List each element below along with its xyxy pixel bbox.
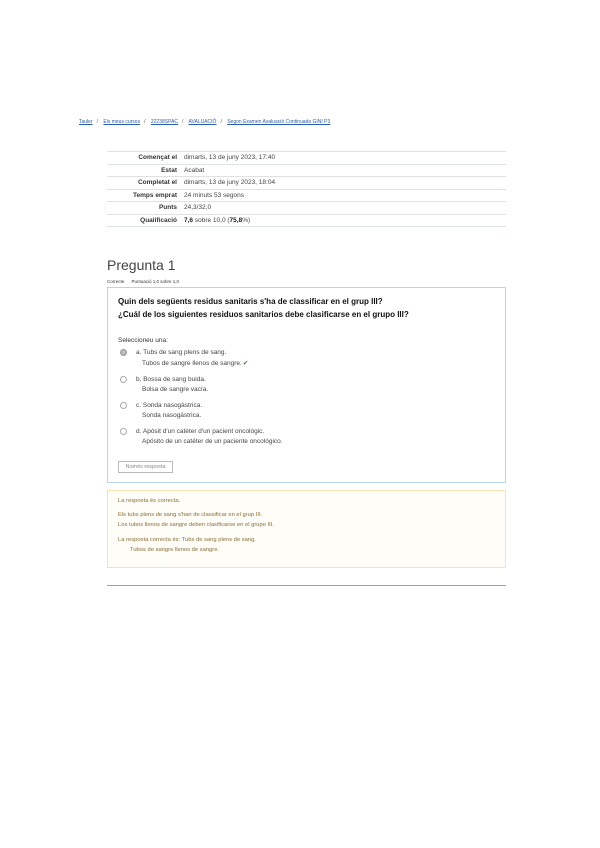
breadcrumb-link-section[interactable]: AVALUACIÓ xyxy=(188,119,217,125)
answer-text-es: Tubos de sangre llenos de sangre. xyxy=(142,360,242,367)
breadcrumb-link-quiz[interactable]: Segon Examen Avaluació Continuada GINI P3 xyxy=(227,119,331,125)
question-info xyxy=(107,279,185,284)
summary-row xyxy=(107,177,506,190)
summary-value: dimarts, 13 de juny 2023, 17:40 xyxy=(184,154,276,162)
question-text-ca: Quin dels següents residus sanitaris s'ha de classificar en el grup III? xyxy=(118,297,383,306)
grade-end: %) xyxy=(242,216,251,224)
breadcrumb-separator: / xyxy=(182,119,184,125)
question-text-es: ¿Cuál de los siguientes residuos sanitarios debe clasificarse en el grupo III? xyxy=(118,309,409,319)
question-text xyxy=(118,296,409,321)
answer-text-es: Apósito de un catéter de un paciente oncológico. xyxy=(142,438,283,445)
answer-option-d[interactable] xyxy=(118,428,498,448)
breadcrumb-link-course[interactable]: 22238SPAC xyxy=(150,119,179,125)
summary-label: Qualificació xyxy=(140,216,177,224)
check-button[interactable]: Només resposta xyxy=(118,461,173,473)
answer-option-b[interactable] xyxy=(118,376,498,396)
summary-row-grade xyxy=(107,214,506,227)
radio-button[interactable] xyxy=(120,428,127,435)
answer-text-ca: b. Bossa de sang buida. xyxy=(136,376,206,383)
question-box xyxy=(107,287,506,483)
summary-label: Completat el xyxy=(137,179,177,187)
summary-value: dimarts, 13 de juny 2023, 18:04 xyxy=(184,179,276,187)
summary-row xyxy=(107,164,506,177)
summary-label: Estat xyxy=(161,166,177,174)
summary-row xyxy=(107,189,506,202)
answer-text-es: Bolsa de sangre vacía. xyxy=(142,386,209,393)
answer-text-ca: c. Sonda nasogàstrica. xyxy=(136,402,203,409)
feedback-explanation-es: Los tubos llenos de sangre deben clasificarse en el grupo III. xyxy=(118,522,274,528)
grade-value xyxy=(181,214,506,227)
answer-text-ca: d. Apòsit d'un catèter d'un pacient oncològic. xyxy=(136,428,265,435)
feedback-right-answer-es: Tubos de sangre llenos de sangre. xyxy=(130,547,220,553)
radio-button[interactable] xyxy=(120,402,127,409)
question-title: Pregunta 1 xyxy=(107,257,176,273)
radio-button-checked[interactable] xyxy=(120,349,127,356)
answer-text-es: Sonda nasogástrica. xyxy=(142,412,202,419)
select-one-prompt: Seleccioneu una: xyxy=(118,337,168,344)
feedback-explanation-ca: Els tubs plens de sang s'han de classificar en el grup III. xyxy=(118,512,263,518)
breadcrumb-separator: / xyxy=(220,119,222,125)
summary-label: Temps emprat xyxy=(133,191,177,199)
grade-mid: sobre 10,0 ( xyxy=(193,216,230,224)
summary-label: Punts xyxy=(158,204,177,212)
radio-button[interactable] xyxy=(120,376,127,383)
question-status: Correcte xyxy=(107,279,125,284)
breadcrumb-link-dashboard[interactable]: Tauler xyxy=(79,119,93,125)
summary-value: Acabat xyxy=(184,166,205,174)
answer-text-es-row xyxy=(142,359,248,367)
summary-value: 24 minuts 53 segons xyxy=(184,191,244,199)
attempt-summary-table xyxy=(107,151,506,227)
breadcrumb-separator: / xyxy=(144,119,146,125)
summary-row xyxy=(107,152,506,165)
feedback-correct: La resposta és correcta. xyxy=(118,498,181,504)
question-points: Puntuació 1,0 sobre 1,0 xyxy=(131,279,180,284)
grade-percent: 75,8 xyxy=(229,216,243,224)
breadcrumb-separator: / xyxy=(96,119,99,125)
breadcrumb-link-my-courses[interactable]: Els meus cursos xyxy=(103,119,141,125)
summary-value: 24,3/32,0 xyxy=(184,204,212,212)
summary-label: Començat el xyxy=(138,154,177,162)
divider xyxy=(107,585,506,586)
check-icon: ✔ xyxy=(242,360,249,367)
breadcrumb xyxy=(79,119,330,125)
feedback-right-answer: La resposta correcta és: Tubs de sang plens de sang. xyxy=(118,537,256,543)
answer-text-ca: a. Tubs de sang plens de sang. xyxy=(136,349,227,356)
answer-option-c[interactable] xyxy=(118,402,498,422)
feedback-box xyxy=(107,490,506,568)
grade-score: 7,6 xyxy=(184,216,194,224)
summary-row xyxy=(107,202,506,215)
answer-option-a[interactable] xyxy=(118,349,498,369)
